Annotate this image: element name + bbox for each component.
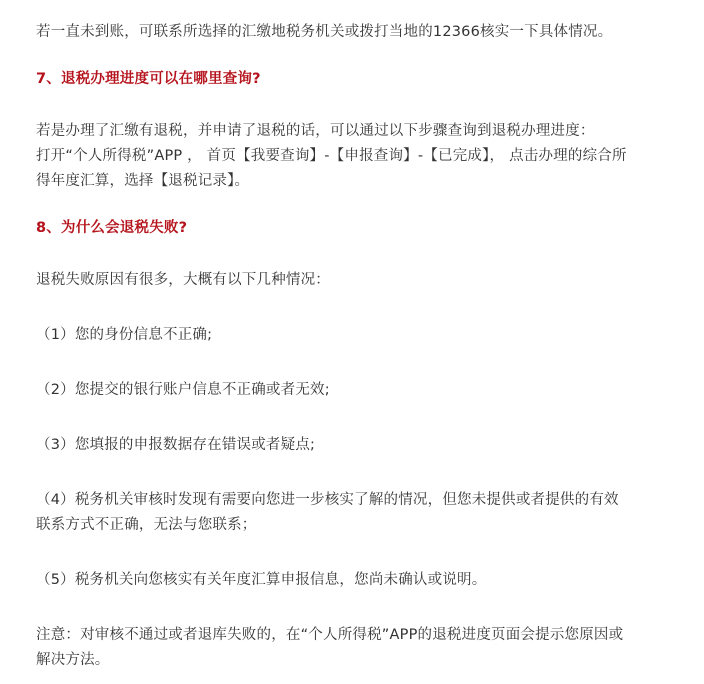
article-body [36, 20, 686, 673]
reason-item-4-line1: （4）税务机关审核时发现有需要向您进一步核实了解的情况，但您未提供或者提供的有效 [36, 492, 619, 508]
reason-item-5: （5）税务机关向您核实有关年度汇算申报信息，您尚未确认或说明。 [36, 572, 487, 588]
paragraph-arrival-note: 若一直未到账，可联系所选择的汇缴地税务机关或拨打当地的12366核实一下具体情况。 [36, 24, 613, 40]
note-line2: 解决方法。 [36, 652, 110, 668]
reason-item-4-line2: 联系方式不正确，无法与您联系； [36, 517, 257, 533]
reason-item-1: （1）您的身份信息不正确; [36, 327, 213, 343]
heading-refund-progress-query: 7、退税办理进度可以在哪里查询? [36, 71, 261, 87]
reason-item-2: （2）您提交的银行账户信息不正确或者无效; [36, 382, 330, 398]
reason-item-3: （3）您填报的申报数据存在错误或者疑点; [36, 437, 316, 453]
paragraph-query-steps-line1: 打开“个人所得税”APP ， 首页【我要查询】-【申报查询】-【已完成】， 点击办理的综合所 [36, 148, 627, 164]
heading-refund-failure: 8、为什么会退税失败? [36, 220, 188, 236]
paragraph-query-steps-line2: 得年度汇算，选择【退税记录】。 [36, 173, 250, 189]
note-line1: 注意：对审核不通过或者退库失败的，在“个人所得税”APP的退税进度页面会提示您原因或 [36, 627, 624, 643]
paragraph-query-intro: 若是办理了汇缴有退税，并申请了退税的话，可以通过以下步骤查询到退税办理进度： [36, 123, 595, 139]
paragraph-failure-intro: 退税失败原因有很多，大概有以下几种情况： [36, 272, 330, 288]
